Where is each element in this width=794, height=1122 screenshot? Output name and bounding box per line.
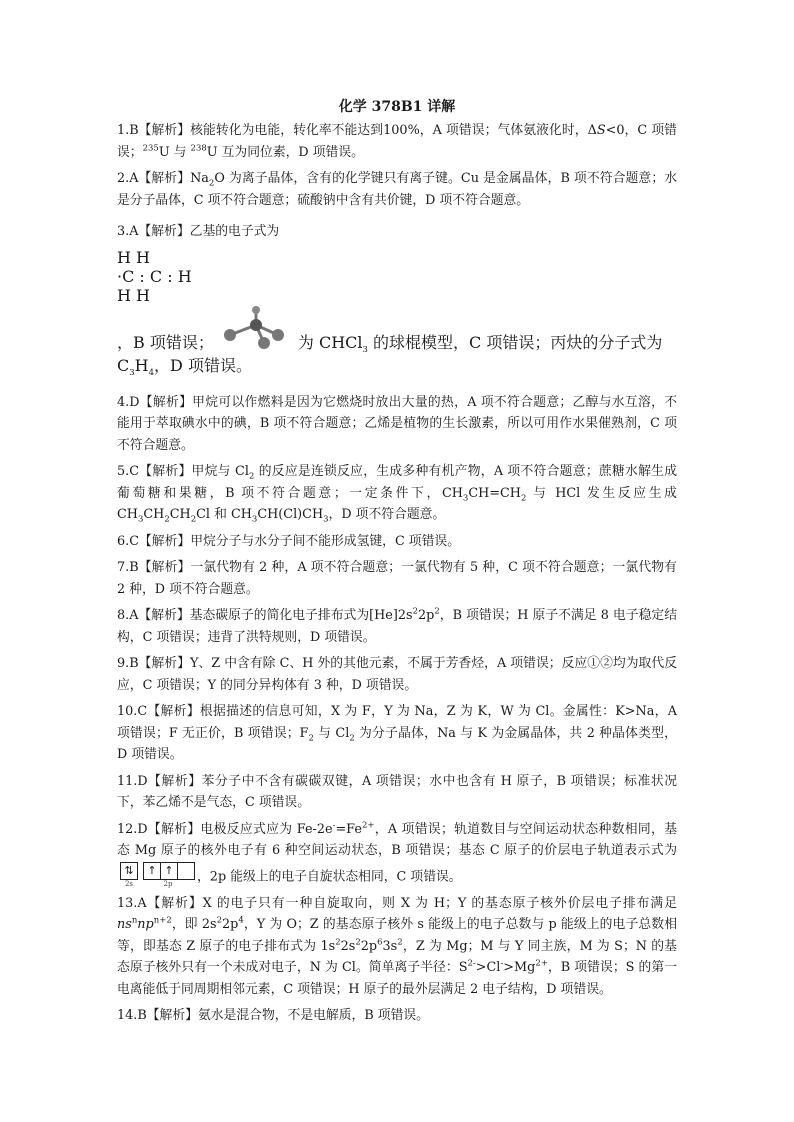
answer-10: 10.C【解析】根据描述的信息可知，X 为 F，Y 为 Na，Z 为 K，W 为 Cl。金属性：K>Na，A 项错误；F 无正价，B 项错误；$F_2$ 与 $Cl_2$ 为分子晶体，Na 与 K 为金属晶体，共 2 种晶体类型，D 项错误。 xyxy=(117,704,677,762)
answer-head: 5.C【解析】 xyxy=(117,464,192,479)
answer-head: 2.A【解析】 xyxy=(117,171,191,186)
orbital-box-2p: ↑ xyxy=(143,862,161,880)
answer-head: 9.B【解析】 xyxy=(117,656,190,671)
answer-3: 3.A【解析】乙基的电子式为 xyxy=(117,224,280,239)
answer-9: 9.B【解析】Y、Z 中含有除 C、H 外的其他元素，不属于芳香烃，A 项错误；反应①②均为取代反应，C 项错误；Y 的同分异构体有 3 种，D 项错误。 xyxy=(117,656,677,693)
answer-head: 8.A【解析】 xyxy=(117,608,190,623)
answer-12: 12.D【解析】电极反应式应为 $Fe-2e^-=Fe^{2+}$，A 项错误；轨道数目与空间运动状态种数相同，基态 Mg 原子的核外电子有 6 种空间运动状态，B 项错误；基态 C 原子的价层电子轨道表示式为 ⇅ ↑ ↑ 2s 2p ，2p 能级上的电子自旋状态相同，C 项错误。 xyxy=(117,820,677,888)
answer-head: 6.C【解析】 xyxy=(117,533,191,549)
answer-1: 1.B【解析】核能转化为电能，转化率不能达到100%，A 项错误；气体氨液化时，ΔS<0，C 项错误；$^{235}$U 与 $^{238}$U 互为同位素，D 项错误。 xyxy=(117,123,677,160)
orbital-label-2p: 2p xyxy=(163,879,173,888)
answer-head: 14.B【解析】 xyxy=(117,1008,198,1023)
orbital-box-2p: ↑ xyxy=(160,862,178,880)
answer-4: 4.D【解析】甲烷可以作燃料是因为它燃烧时放出大量的热，A 项不符合题意；乙醇与水互溶，不能用于萃取碘水中的碘，B 项不符合题意；乙烯是植物的生长激素，所以可用作水果催熟剂，C 项不符合题意。 xyxy=(117,394,677,453)
answer-11: 11.D【解析】苯分子中不含有碳碳双键，A 项错误；水中也含有 H 原子，B 项错误；标准状况下，苯乙烯不是气态，C 项错误。 xyxy=(117,773,677,810)
answer-14: 14.B【解析】氨水是混合物，不是电解质，B 项错误。 xyxy=(117,1008,429,1023)
ball-stick-model-icon xyxy=(218,305,294,353)
page-title: 化学 378B1 详解 xyxy=(338,99,456,115)
answer-head: 12.D【解析】 xyxy=(117,821,201,837)
answer-5: 5.C【解析】甲烷与 $Cl_2$ 的反应是连锁反应，生成多种有机产物，A 项不符合题意；蔗糖水解生成葡萄糖和果糖，B 项不符合题意；一定条件下，$CH_3CH=CH_2$ 与 HCl 发生反应生成 $CH_3CH_2CH_2Cl$ 和 $CH_3CH(Cl)CH_3$，D 项不符合题意。 xyxy=(117,464,677,525)
answer-2: 2.A【解析】$Na_2O$ 为离子晶体，含有的化学键只有离子键。Cu 是金属晶体，B 项不符合题意；水是分子晶体，C 项不符合题意；硫酸钠中含有共价键，D 项不符合题意。 xyxy=(117,171,677,208)
page: 化学 378B1 详解 1.B【解析】核能转化为电能，转化率不能达到100%，A 项错误；气体氨液化时，ΔS<0，C 项错误；$^{235}$U 与 $^{238}$U 互为同位素，D 项错误。 2.A【解析】$Na_2O$ 为离子晶体，含有的化学键只有离子键。Cu 是金属晶体，B 项不符合题意；水是分子晶体，C 项不符合题意；硫酸钠中含有共价键，D 项不符合题意。 3.A【解析】乙基的电子式为 H H ·C : C : H H H ，B 项错误； 为 CHCl$_3$ 的球棍模型，C 项错误；丙炔的分子式为 $C_3H_4$，D 项错误。 4.D【解析】甲烷可以作燃料是因为它燃烧时放出大量的热，A 项不符合题意；乙醇与水互溶，不能用于萃取碘水中的碘，B 项不符合题意；乙烯是植物的生长激素，所以可用作水果催熟剂，C 项不符合题意。 5.C【解析】甲烷与 $Cl_2$ 的反应是连锁反应，生成多种有机产物，A 项不符合题意；蔗糖水解生成葡萄糖和果糖，B 项不符合题意；一定条件下，$CH_3CH=CH_2$ 与 HCl 发生反应生成 $CH_3CH_2CH_2Cl$ 和 $CH_3CH(Cl)CH_3$，D 项不符合题意。 6.C【解析】甲烷分子与水分子间不能形成氢键，C 项错误。 7.B【解析】一氯代物有 2 种，A 项不符合题意；一氯代物有 5 种，C 项不符合题意；一氯代物有 2 种，D 项不符合题意。 8.A【解析】基态碳原子的简化电子排布式为$[He]2s^22p^2$，B 项错误；H 原子不满足 8 电子稳定结构，C 项错误；违背了洪特规则，D 项错误。 9.B【解析】Y、Z 中含有除 C、H 外的其他元素，不属于芳香烃，A 项错误；反应①②均为取代反应，C 项错误；Y 的同分异构体有 3 种，D 项错误。 10.C【解析】根据描述的信息可知，X 为 F，Y 为 Na，Z 为 K，W 为 Cl。金属性：K>Na，A 项错误；F 无正价，B 项错误；$F_2$ 与 $Cl_2$ 为分子晶体，Na 与 K 为金属晶体，共 2 种晶体类型，D 项错误。 11.D【解析】苯分子中不含有碳碳双键，A 项错误；水中也含有 H 原子，B 项错误；标准状况下，苯乙烯不是气态，C 项错误。 12.D【解析】电极反应式应为 $Fe-2e^-=Fe^{2+}$，A 项错误；轨道数目与空间运动状态种数相同，基态 Mg 原子的核外电子有 6 种空间运动状态，B 项错误；基态 C 原子的价层电子轨道表示式为 ⇅ ↑ ↑ 2s 2p ，2p 能级上的电子自旋状态相同，C 项错误。 13.A【解析】X 的电子只有一种自旋取向，则 X 为 H；Y 的基态原子核外价层电子排布满足 $ns^nnp^{n+2}$，即 $2s^22p^4$，Y 为 O；Z 的基态原子核外 s 能级上的电子总数与 p 能级上的电子总数相等，即基态 Z 原子的电子排布式为 $1s^22s^22p^63s^2$，Z 为 Mg；M 与 Y 同主族，M 为 S；N 的基态原子核外只有一个未成对电子，N 为 Cl。简单离子半径：$S^{2-}>Cl^->Mg^{2+}$，B 项错误；S 的第一电离能低于同周期相邻元素，C 项错误；H 原子的最外层满足 2 电子结构，D 项错误。 14.B【解析】氨水是混合物，不是电解质，B 项错误。 xyxy=(117,96,677,1032)
answer-6: 6.C【解析】甲烷分子与水分子间不能形成氢键，C 项错误。 xyxy=(117,533,460,549)
answer-8: 8.A【解析】基态碳原子的简化电子排布式为$[He]2s^22p^2$，B 项错误；H 原子不满足 8 电子稳定结构，C 项错误；违背了洪特规则，D 项错误。 xyxy=(117,606,677,645)
orbital-diagram xyxy=(120,862,194,888)
orbital-box-2p xyxy=(177,862,195,880)
orbital-label-2s: 2s xyxy=(124,879,134,888)
answer-head: 3.A【解析】 xyxy=(117,224,190,239)
answer-head: 7.B【解析】 xyxy=(117,560,191,575)
answer-head: 13.A【解析】 xyxy=(117,895,203,911)
answer-head: 11.D【解析】 xyxy=(117,773,202,789)
answer-head: 4.D【解析】 xyxy=(117,394,193,410)
answer-13: 13.A【解析】X 的电子只有一种自旋取向，则 X 为 H；Y 的基态原子核外价层电子排布满足 $ns^nnp^{n+2}$，即 $2s^22p^4$，Y 为 O；Z 的基态原子核外 s 能级上的电子总数与 p 能级上的电子总数相等，即基态 Z 原子的电子排布式为 $1s^22s^22p^63s^2$，Z 为 Mg；M 与 Y 同主族，M 为 S；N 的基态原子核外只有一个未成对电子，N 为 Cl。简单离子半径：$S^{2-}>Cl^->Mg^{2+}$，B 项错误；S 的第一电离能低于同周期相邻元素，C 项错误；H 原子的最外层满足 2 电子结构，D 项错误。 xyxy=(117,895,677,997)
answer-7: 7.B【解析】一氯代物有 2 种，A 项不符合题意；一氯代物有 5 种，C 项不符合题意；一氯代物有 2 种，D 项不符合题意。 xyxy=(117,560,677,597)
answer-head: 1.B【解析】 xyxy=(117,123,191,138)
orbital-box-2s: ⇅ xyxy=(120,862,138,880)
answer-head: 10.C【解析】 xyxy=(117,704,200,719)
